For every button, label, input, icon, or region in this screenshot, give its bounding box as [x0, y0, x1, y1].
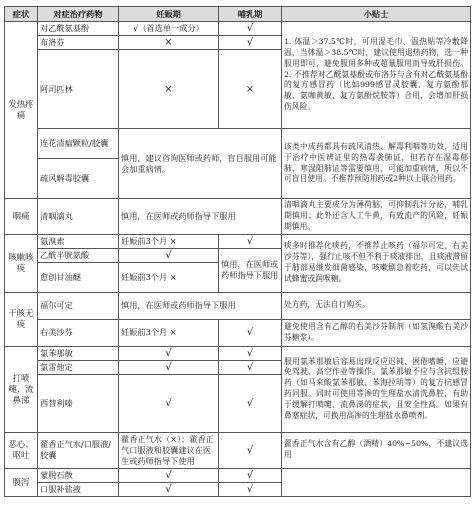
- tip-nausea: 藿香正气水含有乙醇（酒精）40%~50%，不建议选用: [282, 432, 471, 468]
- pregnancy-cell: √: [119, 360, 219, 374]
- table-header-row: [5, 7, 471, 22]
- pregnancy-cell: √: [119, 374, 219, 432]
- drug-cell: 福尔可定: [38, 292, 119, 319]
- lactation-caution-cell: 慎用，在医师或药师指导下服用: [219, 248, 282, 292]
- tcm-caution-cell: 慎用，建议咨询医师或药师，盲目服用可能会加重病情。: [119, 129, 282, 199]
- table-row: [5, 129, 471, 159]
- table-row: [5, 292, 471, 319]
- dry-caution-cell: 慎用，在医师或药师指导下服用: [119, 292, 282, 319]
- drug-cell: 对乙酰氨基酚: [38, 22, 119, 36]
- lactation-cell: √: [219, 346, 282, 360]
- table-row: [5, 468, 471, 482]
- symptom-sneeze: 打喷嚏、流鼻涕: [5, 346, 38, 432]
- drug-cell: 乙酰半胱氨酸: [38, 248, 119, 262]
- symptom-diarrhea: 腹泻: [5, 468, 38, 496]
- symptom-cough: 咳嗽咳痰: [5, 234, 38, 292]
- tip-diarrhea-empty: [282, 468, 471, 496]
- table-row: [5, 319, 471, 346]
- drug-cell: 西替利嗪: [38, 374, 119, 432]
- drug-cell: 清咽滴丸: [38, 199, 119, 235]
- drug-cell: 氯苯那敏: [38, 346, 119, 360]
- tip-dry-2: 避免使用含有乙醇的右美沙芬制剂（如氢溴酸右美沙芬糖浆）。: [282, 319, 471, 346]
- table-row: [5, 234, 471, 248]
- drug-cell: 布洛芬: [38, 36, 119, 50]
- lactation-cell: √: [219, 468, 282, 482]
- pregnancy-cell: √: [119, 248, 219, 262]
- pregnancy-cell: √: [119, 468, 219, 482]
- tip-fever-antipyretics: 1. 体温＞37.5℃时，可用湿毛巾、温热贴等冷敷降温，当体温＞38.5℃时，建议使用退热药物，选一种服用即可，避免服用多种或超量服用而导致肝损伤。2. 不推荐对乙酰氨基酚或布洛芬与含有对乙酰氨基酚的复方感冒药（比如999感冒灵胶囊、复方氨酚那敏、氨咖黄敏、复方氨酚烷胺等）合用，会增加肝损伤风险。: [282, 22, 471, 129]
- tip-cough: 痰多时推荐化痰药，不推荐止咳药（福尔可定、右美沙芬等），强行止咳不但不利于痰液排出，且痰液滞留于肺部易继发细菌感染，咳嗽剧急着吃药，可以先试试蜂蜜或润喉糖。: [282, 234, 471, 292]
- pregnancy-cell: 妊娠前3个月 ×: [119, 319, 219, 346]
- tip-sneeze: 服用氯苯那敏后容易出现反应迟钝、困倦嗜睡，应避免驾驶、高空作业等操作。氯苯那敏不应与含抗组胺药（如马来酸氯苯那敏、苯海拉明等）的复方抗感冒药同服。同时可使用等渗的生理盐水清洗鼻腔，有助于缓解打喷嚏、流鼻涕的症状，且安全性高。如果有鼻塞症状，可换用高渗的生理盐水鼻喷剂。: [282, 346, 471, 432]
- pregnancy-cell: 藿香正气水（×）；藿香正气口服液和胶囊建议在医生或药师指导下使用: [119, 432, 219, 468]
- symptom-throat: 咽痛: [5, 199, 38, 235]
- medication-table: [4, 6, 471, 497]
- table-row: [5, 199, 471, 235]
- drug-cell: 藿香正气水/口服液/胶囊: [38, 432, 119, 468]
- drug-cell: 蒙脱石散: [38, 468, 119, 482]
- lactation-cell: √: [219, 482, 282, 496]
- lactation-cell: √: [219, 36, 282, 50]
- drug-cell: 阿司匹林: [38, 50, 119, 129]
- drug-cell: 氨溴索: [38, 234, 119, 248]
- header-drug: 对症治疗药物: [38, 7, 119, 22]
- pregnancy-cell: ×: [119, 50, 219, 129]
- table-row: [5, 22, 471, 36]
- drug-cell: 右美沙芬: [38, 319, 119, 346]
- table-row: [5, 346, 471, 360]
- symptom-fever: 发热疼痛: [5, 22, 38, 199]
- drug-cell: 氯雷他定: [38, 360, 119, 374]
- lactation-cell: √: [219, 432, 282, 468]
- drug-cell: 愈创甘油醚: [38, 262, 119, 292]
- header-symptom: 症状: [5, 7, 38, 22]
- pregnancy-cell: √: [119, 346, 219, 360]
- throat-caution-cell: 慎用，在医师或药师指导下服用: [119, 199, 282, 235]
- lactation-cell: √: [219, 319, 282, 346]
- symptom-nausea: 恶心、呕吐: [5, 432, 38, 468]
- header-tips: 小贴士: [282, 7, 471, 22]
- drug-cell: 连花清瘟颗粒/胶囊: [38, 129, 119, 159]
- tip-throat: 清咽滴丸主要成分为薄荷脑，可抑制乳汁分泌，哺乳期慎用；此外还含人工牛黄，有致流产的风险，妊娠期慎用。: [282, 199, 471, 235]
- header-pregnancy: 妊娠期: [119, 7, 219, 22]
- header-lactation: 哺乳期: [219, 7, 282, 22]
- lactation-cell: √: [219, 234, 282, 248]
- drug-cell: 疏风解毒胶囊: [38, 159, 119, 199]
- symptom-dry-cough: 干咳无痰: [5, 292, 38, 346]
- table-row: [5, 432, 471, 468]
- lactation-cell: √: [219, 374, 282, 432]
- pregnancy-cell: 妊娠前3个月 ×: [119, 234, 219, 248]
- pregnancy-cell: 妊娠前3个月 ×: [119, 262, 219, 292]
- pregnancy-cell: √（首选单一成分）: [119, 22, 219, 36]
- tip-dry-1: 处方药，无法自行购买。: [282, 292, 471, 319]
- lactation-cell: √: [219, 360, 282, 374]
- pregnancy-cell: √: [119, 482, 219, 496]
- lactation-cell: √: [219, 22, 282, 36]
- lactation-cell: ×: [219, 50, 282, 129]
- drug-cell: 口服补盐液: [38, 482, 119, 496]
- tip-fever-tcm: 该类中成药都具有疏风清热、解毒利咽等功效，适用于治疗中医辨证里的热毒袭肺证，但若存在湿毒郁肺、寒湿阻肺证等需要慎用，可能加重病情，所以不可盲目使用。不推荐预防用药或2种以上联合用药。: [282, 129, 471, 199]
- pregnancy-cell: ×: [119, 36, 219, 50]
